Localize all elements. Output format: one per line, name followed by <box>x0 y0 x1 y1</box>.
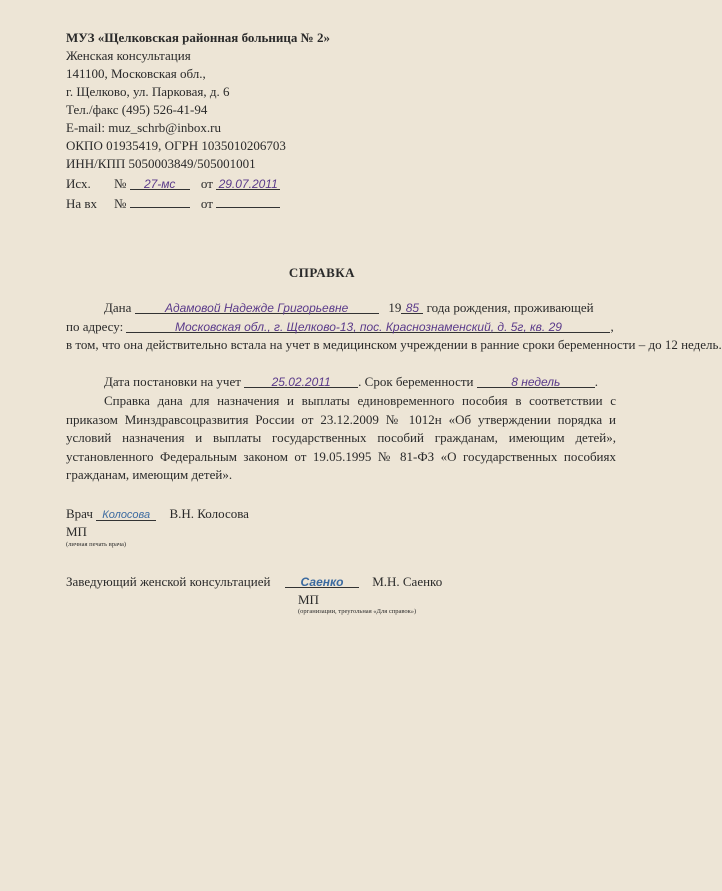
okpo-line: ОКПО 01935419, ОГРН 1035010206703 <box>66 138 286 153</box>
org-name: МУЗ «Щелковская районная больница № 2» <box>66 30 330 45</box>
outgoing-date: 29.07.2011 <box>216 175 280 190</box>
given-label: Дана <box>104 300 132 315</box>
email-line: E-mail: muz_schrb@inbox.ru <box>66 120 221 135</box>
term-label: . Срок беременности <box>358 374 474 389</box>
birth-text: года рождения, проживающей <box>426 300 594 315</box>
doctor-signature-row <box>66 505 249 523</box>
address-line-1: 141100, Московская обл., <box>66 66 206 81</box>
document-title: СПРАВКА <box>288 265 356 280</box>
patient-address: Московская обл., г. Щелково-13, пос. Краснознаменский, д. 5г, кв. 29 <box>126 318 610 333</box>
patient-name: Адамовой Надежде Григорьевне <box>135 299 379 314</box>
head-label: Заведующий женской консультацией <box>66 574 271 589</box>
inn-line: ИНН/КПП 5050003849/505001001 <box>66 156 256 171</box>
incoming-number-blank <box>130 193 190 208</box>
outgoing-label: Исх. <box>66 176 91 191</box>
head-signature-row <box>66 573 442 591</box>
birth-year: 85 <box>401 299 423 314</box>
head-stamp-label: МП <box>298 592 319 607</box>
incoming-ref-row <box>66 193 280 213</box>
registration-row: Дата постановки на учет 25.02.2011 . Срок беременности 8 недель . <box>104 374 599 389</box>
doctor-stamp-note: (личная печать врача) <box>66 541 127 548</box>
head-signature: Саенко <box>285 573 359 588</box>
phone-line: Тел./факс (495) 526-41-94 <box>66 102 208 117</box>
doctor-stamp-label: МП <box>66 524 87 539</box>
doctor-name: В.Н. Колосова <box>169 506 249 521</box>
doctor-label: Врач <box>66 506 93 521</box>
dept-name: Женская консультация <box>66 48 191 63</box>
registration-date: 25.02.2011 <box>244 373 358 388</box>
date-label: от <box>200 176 213 191</box>
registration-label: Дата постановки на учет <box>104 374 241 389</box>
doctor-signature: Колосова <box>96 506 156 521</box>
date-label: от <box>200 196 213 211</box>
incoming-date-blank <box>216 193 280 208</box>
head-stamp-note: (организации, треугольная «Для справок») <box>298 608 417 615</box>
outgoing-ref-row <box>66 175 280 193</box>
address-line-2: г. Щелково, ул. Парковая, д. 6 <box>66 84 230 99</box>
outgoing-number: 27-мс <box>130 175 190 190</box>
purpose-paragraph: Справка дана для назначения и выплаты единовременного пособия в соответствии с приказом Минздравсоцразвития России от 23.12.2009 № 1012н «Об утверждении порядка и условий назначения и выплаты государственных пособий гражданам, имеющим детей», установленного Федеральным законом от 19.05.1995 № 81-ФЗ «О государственных пособиях гражданам, имеющим детей». <box>66 393 616 482</box>
head-name: М.Н. Саенко <box>372 574 443 589</box>
number-sign: № <box>114 176 127 191</box>
year-prefix: 19 <box>388 300 402 315</box>
number-sign: № <box>114 196 127 211</box>
paragraph-rest: в том, что она действительно встала на учет в медицинском учреждении в ранние сроки беременности – до 12 недель. <box>66 337 722 352</box>
incoming-label: На вх <box>66 196 98 211</box>
paragraph-main: Дана Адамовой Надежде Григорьевне 19 85 года рождения, проживающей по адресу: Московская обл., г. Щелково-13, пос. Краснознаменский, д. 5г, кв. 29 , в том, что она действительно встала на учет в медицинском учреждении в ранние сроки беременности – до 12 недель. <box>66 299 616 355</box>
pregnancy-term: 8 недель <box>477 373 595 388</box>
address-label: по адресу: <box>66 318 124 334</box>
